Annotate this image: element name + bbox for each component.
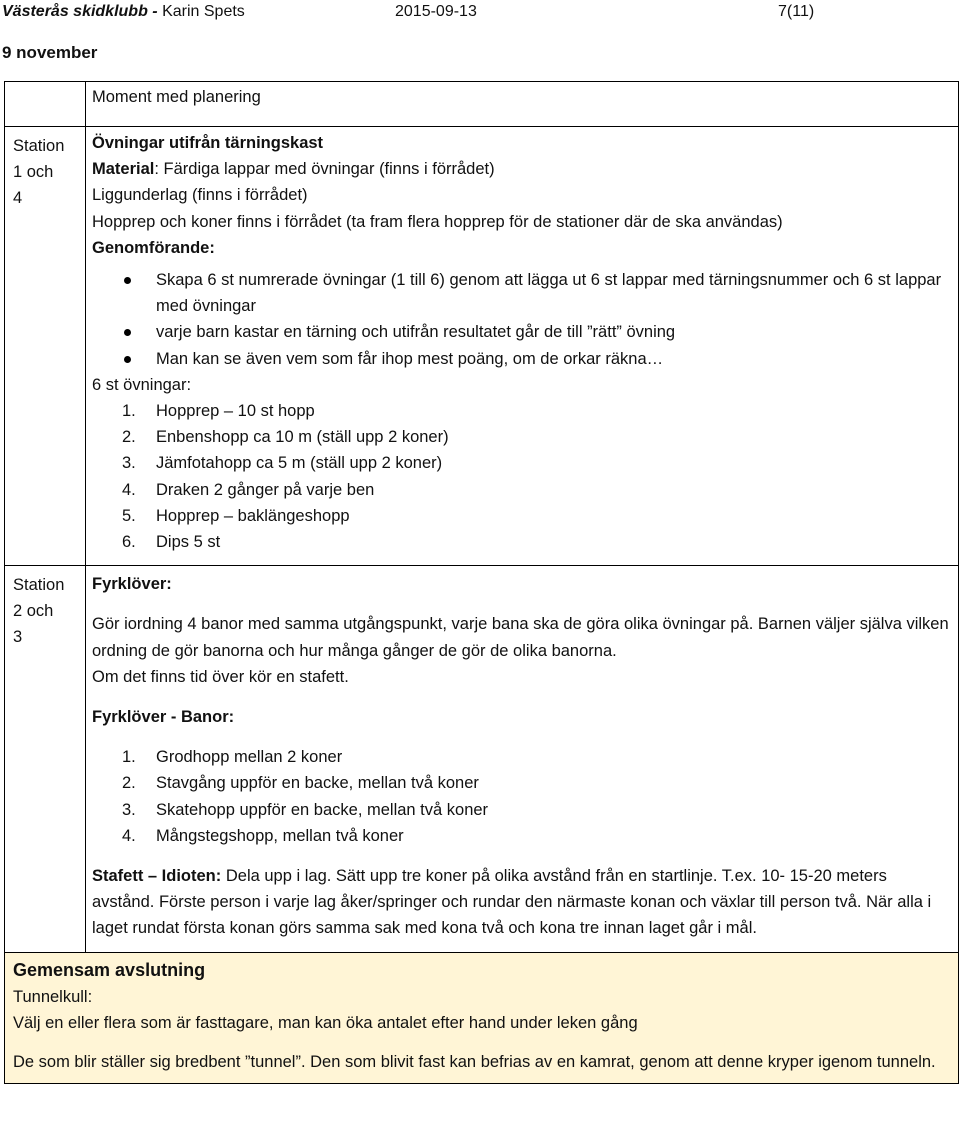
list-item — [122, 823, 952, 849]
spacer — [92, 690, 952, 704]
list-item — [122, 398, 952, 424]
list-item — [122, 503, 952, 529]
list-number: 1. — [122, 402, 136, 421]
station-1-content — [86, 127, 959, 566]
game-rule-1: Välj en eller flera som är fasttagare, man kan öka antalet efter hand under leken gång — [13, 1014, 638, 1033]
list-number: 2. — [122, 774, 136, 793]
list-item: Skapa 6 st numrerade övningar (1 till 6) genom att lägga ut 6 st lappar med tärningsnummer och 6 st lappar med övningar — [156, 267, 952, 319]
title-cell — [86, 82, 959, 127]
list-text: Jämfotahopp ca 5 m (ställ upp 2 koner) — [156, 454, 443, 473]
list-number: 6. — [122, 533, 136, 552]
station-2-row — [5, 566, 959, 952]
material-line — [92, 156, 952, 182]
list-item — [122, 797, 952, 823]
station-1-label-line: Station — [13, 137, 65, 155]
author-name: Karin Spets — [162, 3, 245, 20]
relay-note: Om det finns tid över kör en stafett. — [92, 667, 349, 686]
list-number: 4. — [122, 826, 136, 845]
execution-label: Genomförande: — [92, 238, 215, 257]
material-label: Material — [92, 160, 155, 179]
list-item — [122, 744, 952, 770]
list-text: Draken 2 gånger på varje ben — [156, 480, 375, 499]
material-line: Hopprep och koner finns i förrådet (ta fram flera hopprep för de stationer där de ska användas) — [92, 212, 783, 231]
list-text: Dips 5 st — [156, 533, 221, 552]
page-header — [0, 0, 960, 24]
station-2-heading: Fyrklöver: — [92, 575, 172, 594]
spacer — [92, 597, 952, 611]
game-rule-2: De som blir ställer sig bredbent ”tunnel”. Den som blivit fast kan befrias av en kamrat, genom att denne kryper igenom tunneln. — [13, 1052, 936, 1071]
station-1-row — [5, 127, 959, 566]
list-text: Skatehopp uppför en backe, mellan två koner — [156, 800, 489, 819]
org-text: Västerås skidklubb - — [2, 3, 158, 20]
station-2-content — [86, 566, 959, 952]
station-2-label-line: 2 och — [13, 602, 54, 621]
execution-list — [92, 267, 952, 372]
closing-cell — [5, 952, 959, 1084]
list-text: Hopprep – baklängeshopp — [156, 506, 350, 525]
list-number: 5. — [122, 506, 136, 525]
list-item — [122, 770, 952, 796]
relay-label: Stafett – Idioten: — [92, 867, 222, 886]
list-number: 2. — [122, 428, 136, 447]
station-2-intro: Gör iordning 4 banor med samma utgångspunkt, varje bana ska de göra olika övningar på. Barnen väljer själva vilken ordning de gör banorna och hur många gånger de gör de olika banorna. — [92, 615, 949, 660]
list-number: 4. — [122, 480, 136, 499]
spacer — [92, 730, 952, 744]
relay-text: Dela upp i lag. Sätt upp tre koner på olika avstånd från en startlinje. T.ex. 10- 15-20 meters avstånd. Förste person i varje lag åker/springer och rundar den närmaste konan och växlar till person två. När alla i laget rundat första konan görs samma sak med kona två och kona tre innan laget går i mål. — [92, 867, 932, 938]
list-item: varje barn kastar en tärning och utifrån resultatet går de till ”rätt” övning — [156, 319, 952, 345]
list-item: Man kan se även vem som får ihop mest poäng, om de orkar räkna… — [156, 346, 952, 372]
document-date: 2015-09-13 — [395, 3, 477, 20]
tracks-heading: Fyrklöver - Banor: — [92, 708, 235, 727]
list-text: Enbenshopp ca 10 m (ställ upp 2 koner) — [156, 428, 449, 447]
material-text: : Färdiga lappar med övningar (finns i förrådet) — [154, 160, 495, 179]
list-text: Hopprep – 10 st hopp — [156, 402, 315, 421]
material-line: Liggunderlag (finns i förrådet) — [92, 186, 308, 205]
relay-paragraph — [92, 863, 952, 942]
exercises-label: 6 st övningar: — [92, 375, 192, 394]
page-number: 7(11) — [778, 3, 815, 20]
tracks-list — [92, 744, 952, 849]
plan-table — [4, 81, 959, 1084]
list-item — [122, 424, 952, 450]
list-text: Grodhopp mellan 2 koner — [156, 748, 343, 767]
station-1-label — [5, 127, 86, 566]
list-item — [122, 450, 952, 476]
game-title: Tunnelkull: — [13, 987, 93, 1006]
list-number: 1. — [122, 748, 136, 767]
station-2-label — [5, 566, 86, 952]
list-item — [122, 477, 952, 503]
station-1-heading: Övningar utifrån tärningskast — [92, 134, 324, 152]
table-title: Moment med planering — [92, 88, 261, 106]
day-title: 9 november — [2, 43, 98, 62]
list-text: Stavgång uppför en backe, mellan två koner — [156, 774, 479, 793]
list-text: Mångstegshopp, mellan två koner — [156, 826, 404, 845]
table-title-row — [5, 82, 959, 127]
list-number: 3. — [122, 454, 136, 473]
station-1-label-line: 1 och — [13, 163, 54, 181]
closing-row — [5, 952, 959, 1084]
spacer — [13, 1037, 950, 1049]
list-number: 3. — [122, 800, 136, 819]
station-1-label-line: 4 — [13, 189, 23, 207]
spacer — [92, 849, 952, 863]
list-item — [122, 529, 952, 555]
station-2-label-line: 3 — [13, 628, 23, 647]
exercise-list — [92, 398, 952, 555]
closing-heading: Gemensam avslutning — [13, 959, 206, 980]
station-2-label-line: Station — [13, 576, 65, 595]
title-label-cell — [5, 82, 86, 127]
organization-name — [2, 0, 245, 24]
